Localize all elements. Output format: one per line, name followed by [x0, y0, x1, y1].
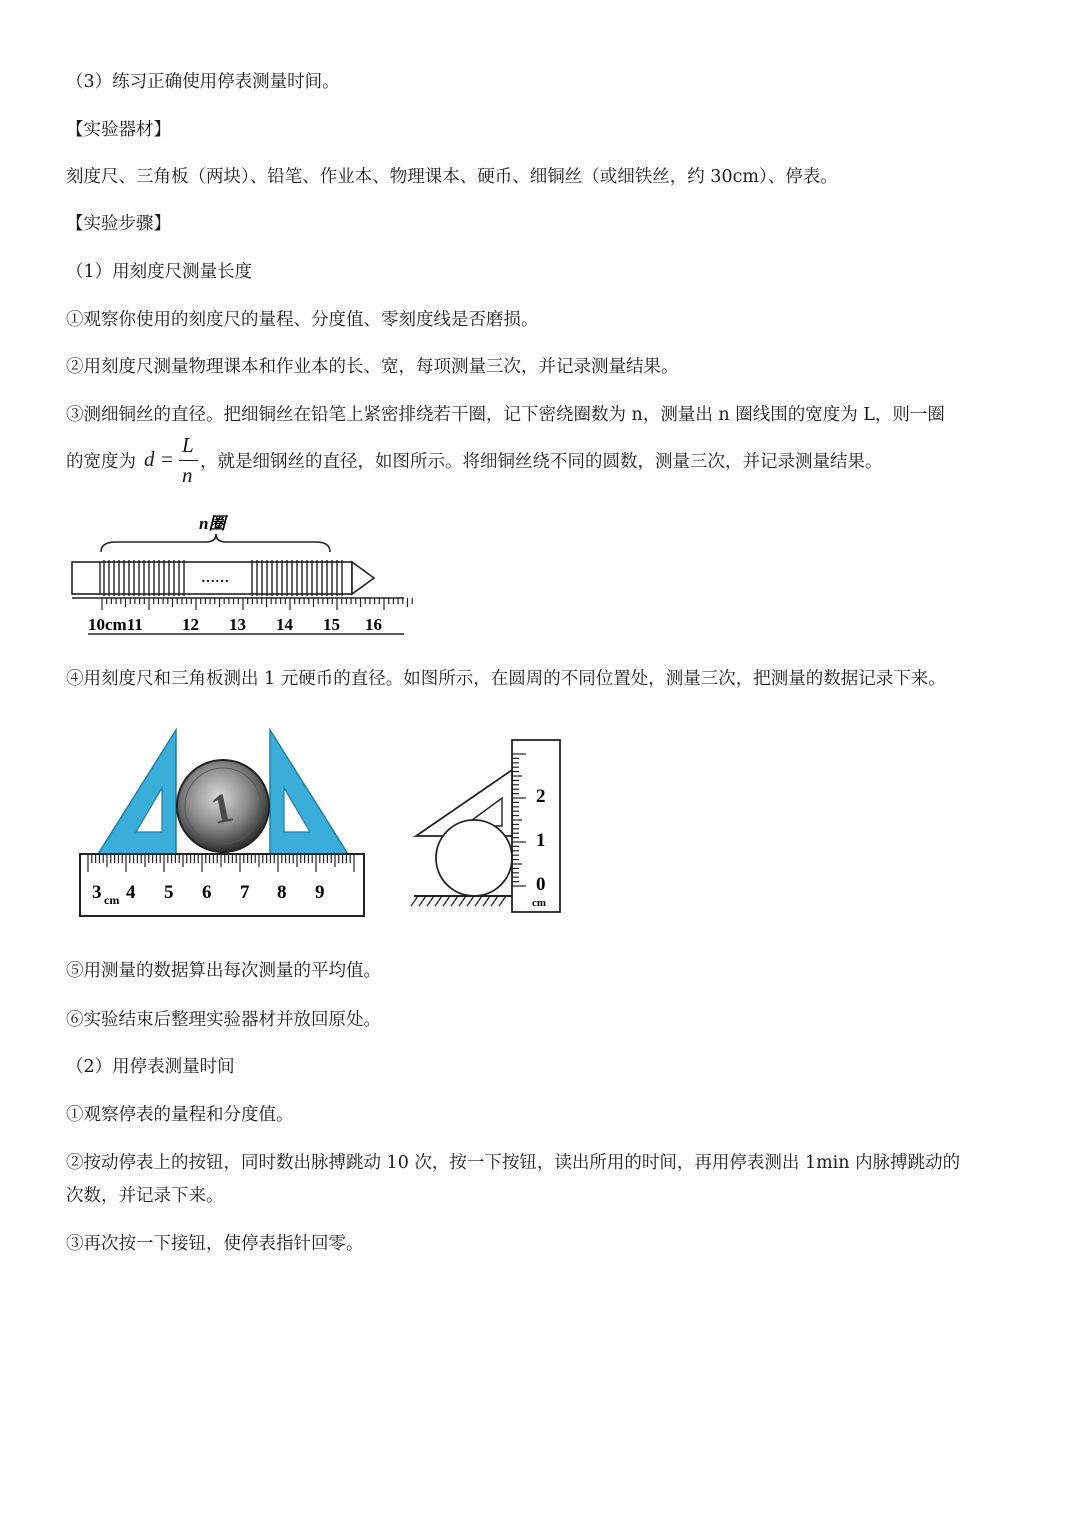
- tick-label: 9: [315, 882, 325, 903]
- fraction-bar: [179, 460, 198, 461]
- step-4: ④用刻度尺和三角板测出 1 元硬币的直径。如图所示，在圆周的不同位置处，测量三次，把测量的数据记录下来。: [66, 669, 946, 689]
- heading-materials: 【实验器材】: [66, 120, 171, 140]
- tick-label: 13: [229, 615, 246, 634]
- part2-step-2-line-a: ②按动停表上的按钮，同时数出脉搏跳动 10 次，按一下按钮，读出所用的时间，再用停表测出 1min 内脉搏跳动的: [66, 1153, 961, 1173]
- tick-label: 5: [164, 882, 174, 903]
- objective-line: （3）练习正确使用停表测量时间。: [66, 72, 340, 92]
- tick-label: 0: [536, 874, 546, 895]
- part2-step-1: ①观察停表的量程和分度值。: [66, 1105, 294, 1125]
- tick-label: 3: [92, 882, 102, 903]
- hatch-line: [435, 896, 442, 906]
- unit-label: cm: [532, 897, 547, 909]
- ruler-ticks: [102, 598, 412, 610]
- brace: [101, 534, 330, 552]
- unit-label: cm: [104, 893, 120, 907]
- tick-label: 6: [202, 882, 212, 903]
- hatch-line: [427, 896, 434, 906]
- hatch-line: [451, 896, 458, 906]
- coil-dots: ……: [201, 571, 229, 586]
- hatch-line: [419, 896, 426, 906]
- part1-title: （1）用刻度尺测量长度: [66, 262, 253, 282]
- tick-label: 15: [323, 615, 340, 634]
- tick-label: 1: [536, 830, 546, 851]
- hatch-line: [499, 896, 506, 906]
- coin-circle: [436, 820, 512, 896]
- tick-label: 4: [126, 882, 136, 903]
- step-5: ⑤用测量的数据算出每次测量的平均值。: [66, 961, 381, 981]
- tick-label: 16: [365, 615, 382, 634]
- materials-list: 刻度尺、三角板（两块）、铅笔、作业本、物理课本、硬币、细铜丝（或细铁丝，约 30cm）、停表。: [66, 167, 838, 187]
- hatch-line: [467, 896, 474, 906]
- hatch-line: [443, 896, 450, 906]
- step-3-line-b-post: ，就是细钢丝的直径，如图所示。将细铜丝绕不同的圆数，测量三次，并记录测量结果。: [200, 452, 883, 472]
- tick-label: 14: [276, 615, 293, 634]
- step-1: ①观察你使用的刻度尺的量程、分度值、零刻度线是否磨损。: [66, 310, 539, 330]
- step-3-line-a: ③测细铜丝的直径。把细铜丝在铅笔上紧密排绕若干圈，记下密绕圈数为 n，测量出 n 圈线围的宽度为 L，则一圈: [66, 405, 945, 425]
- tick-label: 10cm11: [88, 615, 143, 634]
- tick-label: 12: [182, 615, 199, 634]
- step-3-line-b-pre: 的宽度为: [66, 452, 136, 472]
- hatch-line: [459, 896, 466, 906]
- vertical-ruler-figure: [408, 736, 564, 916]
- step-6: ⑥实验结束后整理实验器材并放回原处。: [66, 1010, 381, 1030]
- tick-label: 2: [536, 786, 546, 807]
- part2-title: （2）用停表测量时间: [66, 1057, 235, 1077]
- formula-denominator: n: [182, 463, 193, 487]
- tick-label: 7: [240, 882, 250, 903]
- coin-denomination: 1: [207, 784, 238, 834]
- tick-label: 8: [277, 882, 287, 903]
- right-triangle: [270, 730, 348, 854]
- left-triangle: [98, 730, 176, 854]
- hatch-line: [483, 896, 490, 906]
- formula-numerator: L: [182, 433, 194, 457]
- part2-step-3: ③再次按一下接钮，使停表指针回零。: [66, 1234, 364, 1254]
- pencil-tip: [352, 562, 374, 594]
- hatch-line: [411, 896, 418, 906]
- hatch-line: [475, 896, 482, 906]
- formula-lhs: d =: [144, 447, 174, 471]
- step-2: ②用刻度尺测量物理课本和作业本的长、宽，每项测量三次，并记录测量结果。: [66, 357, 679, 377]
- coin-triangle-figure: [78, 726, 368, 920]
- wire-coil-figure: [66, 506, 416, 646]
- hatch-line: [491, 896, 498, 906]
- part2-step-2-line-b: 次数，并记录下来。: [66, 1186, 224, 1206]
- heading-steps: 【实验步骤】: [66, 214, 171, 234]
- brace-label: n圈: [199, 514, 226, 533]
- ground-hatching: [411, 896, 506, 906]
